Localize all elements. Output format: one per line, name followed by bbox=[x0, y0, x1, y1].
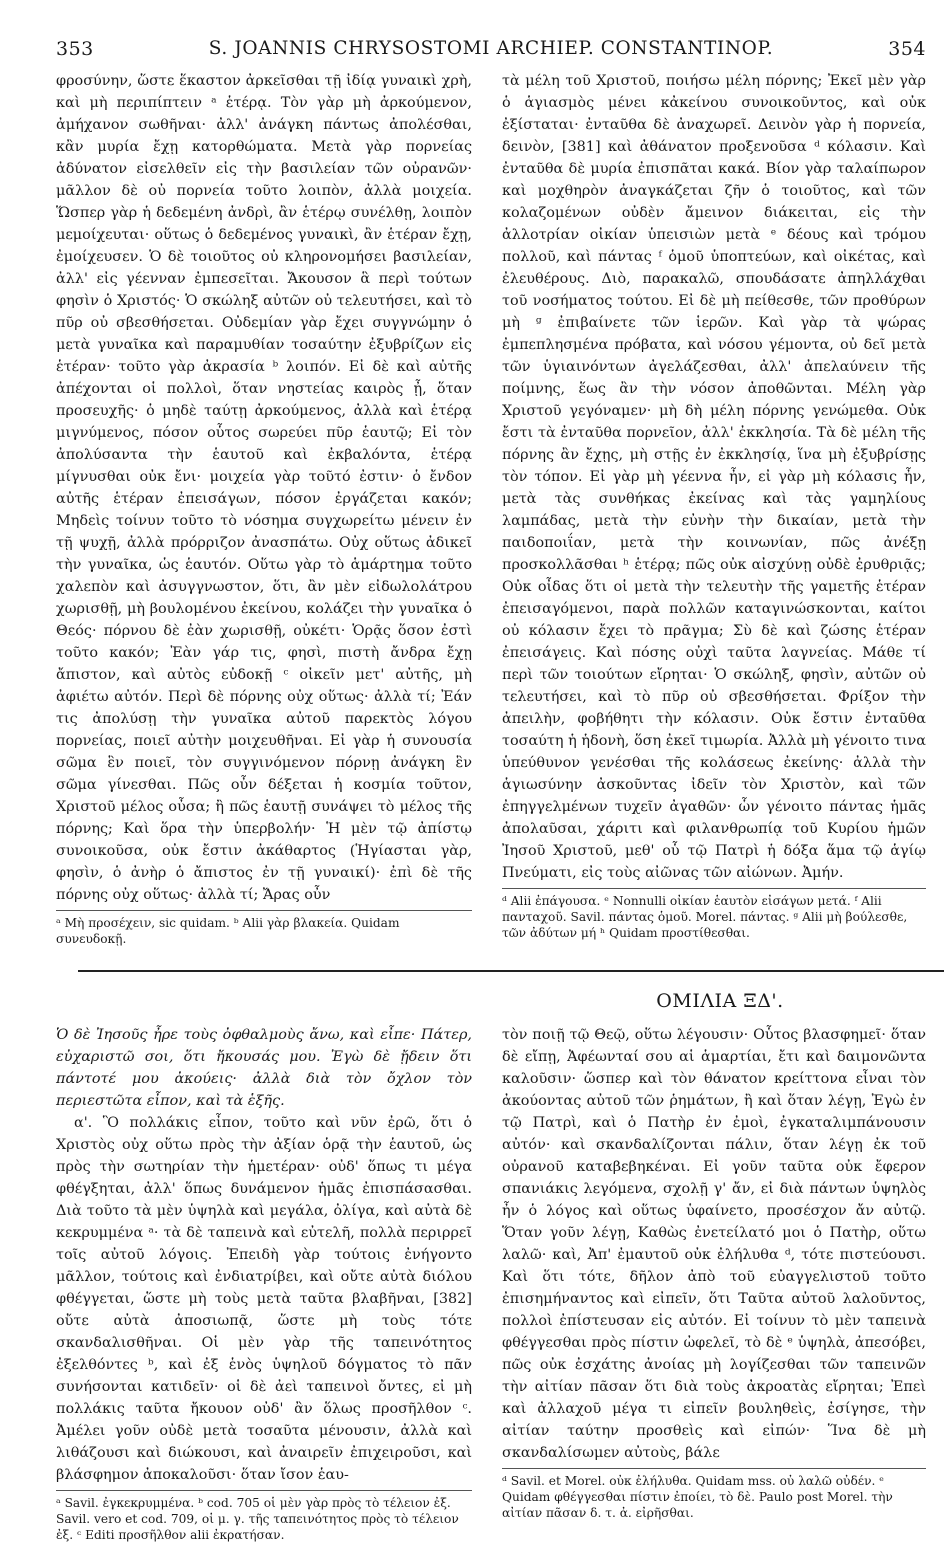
footnote: ᵃ Savil. ἐγκεκρυμμένα. ᵇ cod. 705 οἱ μὲν γὰρ πρὸς τὸ τέλειον ἐξ. Savil. vero et cod. 709, οἱ μ. γ. τῆς ταπεινότητος πρὸς τὸ τέλειον ἐξ. ᶜ Editi προσῆλθον alii ἐκρατήσαν. bbox=[56, 1496, 459, 1542]
upper-right-footnotes bbox=[502, 893, 926, 941]
lower-left-footnotes bbox=[56, 1495, 472, 1543]
upper-right-paragraph: τὰ μέλη τοῦ Χριστοῦ, ποιήσω μέλη πόρνης; Ἐκεῖ μὲν γὰρ ὁ ἁγιασμὸς μένει κἀκείνου συνοικοῦντος, καὶ οὐκ ἐξίσταται· ἐνταῦθα δὲ ἀναχωρεῖ. Δεινὸν γὰρ ἡ πορνεία, δεινὸν, [381] καὶ ἀθάνατον προξενοῦσα ᵈ κόλασιν. Καὶ ἐνταῦθα δὲ μυρία ἐπισπᾶται κακά. Βίον γὰρ ταλαίπωρον καὶ μοχθηρὸν ἀναγκάζεται ζῆν ὁ τοιοῦτος, καὶ τῶν κολαζομένων οὐδὲν ἄμεινον διάκειται, εἰς τὴν ἀλλοτρίαν οἰκίαν ὑπεισιὼν μετὰ ᵉ δέους καὶ τρόμου πολλοῦ, καὶ πάντας ᶠ ὁμοῦ ὑποπτεύων, καὶ οἰκέτας, καὶ ἐλευθέρους. Διὸ, παρακαλῶ, σπουδάσατε ἀπηλλάχθαι τοῦ νοσήματος τούτου. Εἰ δὲ μὴ πείθεσθε, τῶν προθύρων μὴ ᵍ ἐπιβαίνετε τῶν ἱερῶν. Καὶ γὰρ τὰ ψώρας ἐμπεπλησμένα πρόβατα, καὶ νόσου γέμοντα, οὐ δεῖ μετὰ τῶν ὑγιαινόντων ἀγελάζεσθαι, ἀλλ' ἀπελαύνειν τῆς ποίμνης, ἕως ἂν τὴν νόσον ἀποθῶνται. Μέλη γὰρ Χριστοῦ γεγόναμεν· μὴ δὴ μέλη πόρνης γενώμεθα. Οὐκ ἔστι τὰ ἐνταῦθα πορνεῖον, ἀλλ' ἐκκλησία. Τὰ δὲ μέλη τῆς πόρνης ἂν ἔχῃς, μὴ στῇς ἐν ἐκκλησίᾳ, ἵνα μὴ ἐξυβρίσῃς τὸν τόπον. Εἰ γὰρ μὴ γέεννα ἦν, εἰ γὰρ μὴ κόλασις ἦν, μετὰ τὰς συνθήκας ἐκείνας καὶ τὰς γαμηλίους λαμπάδας, μετὰ τὴν εὐνὴν τὴν δικαίαν, μετὰ τὴν παιδοποιΐαν, μετὰ τὴν κοινωνίαν, πῶς ἀνέξῃ προσκολλᾶσθαι ʰ ἑτέρᾳ; πῶς οὐκ αἰσχύνῃ οὐδὲ ἐρυθριᾷς; Οὐκ οἶδας ὅτι οἱ μετὰ τὴν τελευτὴν τῆς γαμετῆς ἑτέραν ἐπεισαγόμενοι, παρὰ πολλῶν καταγινώσκονται, καίτοι οὐ κόλασιν ἔχει τὸ πρᾶγμα; Σὺ δὲ καὶ ζώσης ἑτέραν ἐπεισάγεις. Καὶ πόσης οὐχὶ ταῦτα λαγνείας. Μάθε τί περὶ τῶν τοιούτων εἴρηται· Ὁ σκώληξ, φησὶν, αὐτῶν οὐ τελευτήσει, καὶ τὸ πῦρ οὐ σβεσθήσεται. Φρίξον τὴν ἀπειλὴν, φοβήθητι τὴν κόλασιν. Οὐκ ἔστιν ἐνταῦθα τοσαύτη ἡ ἡδονὴ, ὅση ἐκεῖ τιμωρία. Ἀλλὰ μὴ γένοιτο τινα ὑπεύθυνον γενέσθαι τῆς κολάσεως ἐκείνης· ἀλλὰ τὴν ἁγιωσύνην ἀσκοῦντας ἰδεῖν τὸν Χριστὸν, καὶ τῶν ἐπηγγελμένων τυχεῖν ἀγαθῶν· ὧν γένοιτο πάντας ἡμᾶς ἀπολαῦσαι, χάριτι καὶ φιλανθρωπίᾳ τοῦ Κυρίου ἡμῶν Ἰησοῦ Χριστοῦ, μεθ' οὗ τῷ Πατρὶ ἡ δόξα ἅμα τῷ ἁγίῳ Πνεύματι, εἰς τοὺς αἰῶνας τῶν αἰώνων. Ἀμήν. bbox=[502, 73, 926, 881]
lower-right-footnotes bbox=[502, 1473, 926, 1521]
page-number-right: 354 bbox=[888, 38, 926, 60]
footnote-divider bbox=[56, 1490, 472, 1491]
footnote: ᵈ Savil. et Morel. οὐκ ἐλήλυθα. Quidam mss. οὐ λαλῶ οὐδέν. ᵉ Quidam φθέγγεσθαι πίστιν ἐποίει, τὸ δὲ. Paulo post Morel. τὴν αἰτίαν πᾶσαν δ. τ. ἀ. εἰρῆσθαι. bbox=[502, 1474, 893, 1520]
footnote: ᵃ Μὴ προσέχειν, sic quidam. ᵇ Alii γὰρ βλακεία. Quidam συνευδοκῇ. bbox=[56, 916, 400, 946]
upper-left-footnotes bbox=[56, 915, 472, 947]
footnote-divider bbox=[56, 910, 472, 911]
lower-right-column bbox=[502, 1024, 926, 1534]
upper-left-column bbox=[56, 70, 472, 966]
footnote-divider bbox=[502, 1468, 926, 1469]
running-title: S. JOANNIS CHRYSOSTOMI ARCHIEP. CONSTANTINOP. bbox=[208, 38, 774, 59]
upper-right-column bbox=[502, 70, 926, 966]
footnote-divider bbox=[502, 888, 926, 889]
page-header bbox=[56, 38, 926, 64]
upper-left-paragraph: φροσύνην, ὥστε ἕκαστον ἀρκεῖσθαι τῇ ἰδίᾳ γυναικὶ χρὴ, καὶ μὴ περιπίπτειν ᵃ ἑτέρᾳ. Τὸν γὰρ μὴ ἀρκούμενον, ἀμήχανον σωθῆναι· ἀλλ' ἀνάγκη πάντως ἀπολέσθαι, κἂν μυρία ἔχῃ κατορθώματα. Μετὰ γὰρ πορνείας ἀδύνατον εἰσελθεῖν εἰς τὴν βασιλείαν τῶν οὐρανῶν· μᾶλλον δὲ οὐ πορνεία τοῦτο λοιπὸν, ἀλλὰ μοιχεία. Ὥσπερ γὰρ ἡ δεδεμένη ἀνδρὶ, ἂν ἑτέρῳ συνέλθῃ, λοιπὸν μεμοίχευται· οὕτως ὁ δεδεμένος γυναικὶ, ἂν ἑτέραν ἔχῃ, ἐμοίχευσεν. Ὁ δὲ τοιοῦτος οὐ κληρονομήσει βασιλείαν, ἀλλ' εἰς γέενναν ἐμπεσεῖται. Ἄκουσον ἃ περὶ τούτων φησὶν ὁ Χριστός· Ὁ σκώληξ αὐτῶν οὐ τελευτήσει, καὶ τὸ πῦρ οὐ σβεσθήσεται. Οὐδεμίαν γὰρ ἔχει συγγνώμην ὁ μετὰ γυναῖκα καὶ παραμυθίαν τοσαύτην ἐξυβρίζων εἰς ἑτέραν· τοῦτο γὰρ ἀκρασία ᵇ λοιπόν. Εἰ δὲ καὶ αὐτῆς ἀπέχονται οἱ πολλοὶ, ὅταν νηστείας καιρὸς ᾖ, ὅταν προσευχῆς· ὁ μηδὲ ταύτῃ ἀρκούμενος, ἀλλὰ καὶ ἑτέρᾳ μιγνύμενος, πόσον οὗτος σωρεύει πῦρ ἑαυτῷ; Εἰ τὸν ἀπολύσαντα τὴν ἑαυτοῦ καὶ ἐκβαλόντα, ἑτέρᾳ μίγνυσθαι οὐκ ἔνι· μοιχεία γὰρ τοῦτό ἐστιν· ὁ ἔνδον αὐτῆς ἑτέραν ἐπεισάγων, πόσον ἐργάζεται κακόν; Μηδεὶς τοίνυν τοῦτο τὸ νόσημα συγχωρείτω μένειν ἐν τῇ ψυχῇ, ἀλλὰ πρόρριζον ἀνασπάτω. Οὐχ οὕτως ἀδικεῖ τὴν γυναῖκα, ὡς ἑαυτόν. Οὕτω γὰρ τὸ ἁμάρτημα τοῦτο χαλεπὸν καὶ ἀσυγγνωστον, ὅτι, ἂν μὲν εἰδωλολάτρου χωρισθῇ, μὴ βουλομένου ἐκείνου, κολάζει τὴν γυναῖκα ὁ Θεός· πόρνου δὲ ἐὰν χωρισθῇ, οὐκέτι· Ὁρᾷς ὅσον ἐστὶ τοῦτο κακόν; Ἐὰν γάρ τις, φησὶ, πιστὴ ἄνδρα ἔχῃ ἄπιστον, καὶ αὐτὸς εὐδοκῇ ᶜ οἰκεῖν μετ' αὐτῆς, μὴ ἀφιέτω αὐτόν. Περὶ δὲ πόρνης οὐχ οὕτως· ἀλλὰ τί; Ἐάν τις ἀπολύσῃ τὴν γυναῖκα αὐτοῦ παρεκτὸς λόγου πορνείας, ποιεῖ αὐτὴν μοιχευθῆναι. Εἰ γὰρ ἡ συνουσία σῶμα ἓν ποιεῖ, τὸν συγγινόμενον πόρνῃ ἀνάγκη ἓν σῶμα γίνεσθαι. Πῶς οὖν δέξεται ἡ κοσμία τοῦτον, Χριστοῦ μέλος οὖσα; ἢ πῶς ἑαυτῇ συνάψει τὸ μέλος τῆς πόρνης; Καὶ ὅρα τὴν ὑπερβολήν· Ἡ μὲν τῷ ἀπίστῳ συνοικοῦσα, οὐκ ἔστιν ἀκάθαρτος (Ἡγίασται γὰρ, φησὶν, ὁ ἀνὴρ ὁ ἄπιστος ἐν τῇ γυναικί)· ἐπὶ δὲ τῆς πόρνης οὐχ οὕτως· ἀλλὰ τί; Ἄρας οὖν bbox=[56, 73, 472, 903]
upper-left-body bbox=[56, 70, 472, 906]
upper-right-body bbox=[502, 70, 926, 884]
lower-left-column bbox=[56, 1024, 472, 1542]
lower-left-body bbox=[56, 1024, 472, 1486]
section-divider bbox=[78, 970, 944, 972]
page-number-left: 353 bbox=[56, 38, 94, 60]
homily-title: ΟΜΙΛΙΑ ΞΔ'. bbox=[656, 990, 784, 1012]
footnote: ᵈ Alii ἐπάγουσα. ᵉ Nonnulli οἰκίαν ἑαυτὸν εἰσάγων μετά. ᶠ Alii πανταχοῦ. Savil. πάντας ὁμοῦ. Morel. πάντας. ᵍ Alii μὴ βούλεσθε, τῶν ἀδύτων μή ʰ Quidam προστίθεσθαι. bbox=[502, 894, 908, 940]
lower-right-paragraph: τὸν ποιῇ τῷ Θεῷ, οὕτω λέγουσιν· Οὗτος βλασφημεῖ· ὅταν δὲ εἴπῃ, Ἀφέωνταί σου αἱ ἁμαρτίαι, ἔτι καὶ δαιμονῶντα καλοῦσιν· ὥσπερ καὶ τὸν θάνατον κρείττονα εἶναι τὸν ἀκούοντας αὐτοῦ τῶν ῥημάτων, ἢ καὶ ὅταν λέγῃ, Ἐγὼ ἐν τῷ Πατρὶ, καὶ ὁ Πατὴρ ἐν ἐμοὶ, ἐγκαταλιμπάνουσιν αὐτόν· καὶ σκανδαλίζονται πάλιν, ὅταν λέγῃ ἐκ τοῦ οὐρανοῦ καταβεβηκέναι. Εἰ γοῦν ταῦτα οὐκ ἔφερον σπανιάκις λεγόμενα, σχολῇ γ' ἄν, εἰ διὰ πάντων ὑψηλὸς ἦν ὁ λόγος καὶ οὕτως ὑφαίνετο, προσέσχον ἄν αὐτῷ. Ὅταν γοῦν λέγῃ, Καθὼς ἐνετείλατό μοι ὁ Πατὴρ, οὕτω λαλῶ· καὶ, Ἀπ' ἐμαυτοῦ οὐκ ἐλήλυθα ᵈ, τότε πιστεύουσι. Καὶ ὅτι τότε, δῆλον ἀπὸ τοῦ εὐαγγελιστοῦ τοῦτο ἐπισημήναντος καὶ εἰπεῖν, ὅτι Ταῦτα αὐτοῦ λαλοῦντος, πολλοὶ ἐπίστευσαν εἰς αὐτόν. Εἰ τοίνυν τὸ μὲν ταπεινὰ φθέγγεσθαι πρὸς πίστιν ὠφελεῖ, τὸ δὲ ᵉ ὑψηλὰ, ἀπεσόβει, πῶς οὐκ ἐσχάτης ἀνοίας μὴ λογίζεσθαι τῶν ταπεινῶν τὴν αἰτίαν πᾶσαν ὅτι διὰ τοὺς ἀκροατὰς εἴρηται; Ἐπεὶ καὶ ἀλλαχοῦ μέγα τι εἰπεῖν βουληθεὶς, ἐσίγησε, τὴν αἰτίαν ταύτην προσθεὶς καὶ εἰπών· Ἵνα δὲ μὴ σκανδαλίσωμεν αὐτοὺς, βάλε bbox=[502, 1027, 926, 1461]
lemma-paragraph: Ὁ δὲ Ἰησοῦς ἦρε τοὺς ὀφθαλμοὺς ἄνω, καὶ εἶπε· Πάτερ, εὐχαριστῶ σοι, ὅτι ἤκουσάς μου. Ἐγὼ δὲ ᾔδειν ὅτι πάντοτέ μου ἀκούεις· ἀλλὰ διὰ τὸν ὄχλον τὸν περιεστῶτα εἶπον, καὶ τὰ ἑξῆς. bbox=[56, 1027, 472, 1109]
lower-right-body bbox=[502, 1024, 926, 1464]
lower-left-paragraph: α'. Ὃ πολλάκις εἶπον, τοῦτο καὶ νῦν ἐρῶ, ὅτι ὁ Χριστὸς οὐχ οὕτω πρὸς τὴν ἀξίαν ὁρᾷ τὴν ἑαυτοῦ, ὡς πρὸς τὴν σωτηρίαν τὴν ἡμετέραν· οὐδ' ὅπως τι μέγα φθέγξηται, ἀλλ' ὅπως δυνάμενον ἡμᾶς ἐπισπάσασθαι. Διὰ τοῦτο τὰ μὲν ὑψηλὰ καὶ μεγάλα, ὀλίγα, καὶ αὐτὰ δὲ κεκρυμμένα ᵃ· τὰ δὲ ταπεινὰ καὶ εὐτελῆ, πολλὰ περιρρεῖ τοῖς αὐτοῦ λόγοις. Ἐπειδὴ γὰρ τούτοις ἐνήγοντο μᾶλλον, τούτοις καὶ ἐνδιατρίβει, καὶ οὔτε αὐτὰ διόλου φθέγγεται, ὥστε μὴ τοὺς μετὰ ταῦτα βλαβῆναι, [382] οὔτε αὐτὰ ἀποσιωπᾷ, ὥστε μὴ τοὺς τότε σκανδαλισθῆναι. Οἱ μὲν γὰρ τῆς ταπεινότητος ἐξελθόντες ᵇ, καὶ ἐξ ἑνὸς ὑψηλοῦ δόγματος τὸ πᾶν συνήσονται κατιδεῖν· οἱ δὲ ἀεὶ ταπεινοὶ ὄντες, εἰ μὴ πολλάκις ταῦτα ἤκουον οὐδ' ἂν ὅλως προσῆλθον ᶜ. Ἀμέλει γοῦν οὐδὲ μετὰ τοσαῦτα μένουσιν, ἀλλὰ καὶ λιθάζουσι καὶ διώκουσι, καὶ ἀναιρεῖν ἐπιχειροῦσι, καὶ βλάσφημον ἀποκαλοῦσι· ὅταν ἴσον ἑαυ- bbox=[56, 1115, 472, 1483]
